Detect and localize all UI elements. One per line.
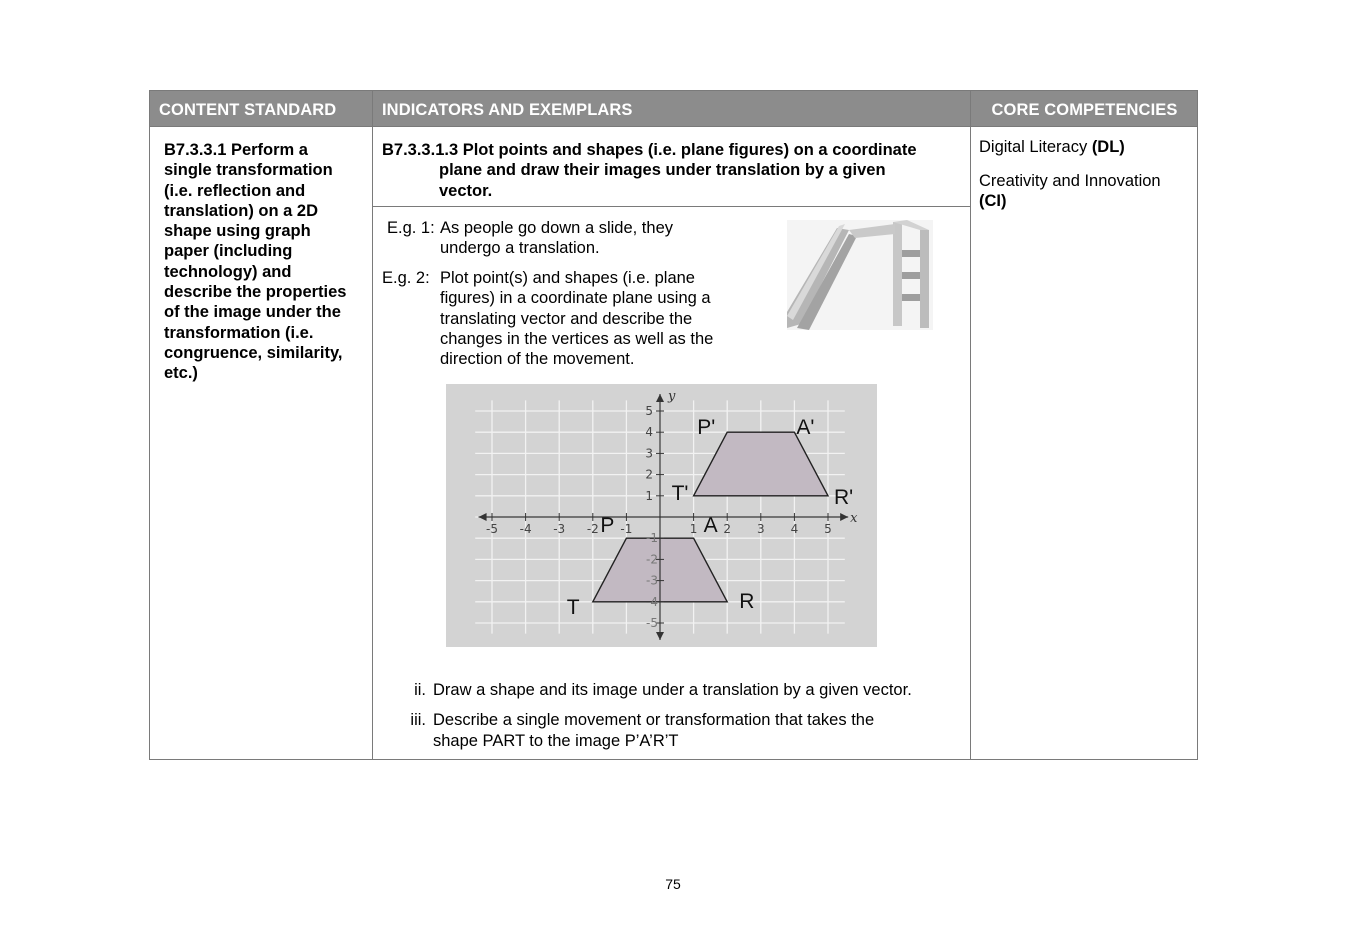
list-item	[373, 680, 963, 700]
competency-name: Creativity and Innovation	[979, 172, 1161, 190]
y-tick-label: 3	[645, 446, 653, 461]
item-number: iii.	[410, 711, 426, 730]
content-standard-line: technology) and	[164, 262, 292, 281]
slide-photo	[787, 220, 933, 330]
content-standard-cell	[150, 127, 373, 760]
content-standard-line: shape using graph	[164, 222, 311, 241]
exemplar-2	[382, 268, 742, 369]
exemplar-line: changes in the vertices as well as the	[440, 329, 714, 348]
x-tick-label: 2	[723, 522, 732, 536]
header-competencies: CORE COMPETENCIES	[971, 91, 1198, 127]
item-line: shape PART to the image P’A’R’T	[433, 731, 679, 750]
competency-name: Digital Literacy	[979, 138, 1088, 156]
indicator-statement	[373, 127, 970, 207]
vertex-label: R	[739, 589, 755, 613]
item-line: Draw a shape and its image under a translation by a given vector.	[433, 681, 912, 699]
y-tick-label: -2	[646, 552, 658, 567]
y-tick-label: -4	[646, 594, 658, 609]
header-content-standard: CONTENT STANDARD	[150, 91, 373, 127]
vertex-label: P'	[697, 416, 716, 440]
y-tick-label: 1	[645, 488, 653, 503]
header-indicators: INDICATORS AND EXEMPLARS	[373, 91, 971, 127]
exemplar-line: undergo a translation.	[440, 239, 600, 258]
exemplar-line: figures) in a coordinate plane using a	[440, 289, 711, 308]
content-standard-line: etc.)	[164, 364, 198, 383]
x-tick-label: -3	[553, 522, 566, 536]
table-header-row	[150, 91, 1198, 127]
vertex-label: T'	[671, 481, 689, 505]
exemplar-line: translating vector and describe the	[440, 309, 693, 328]
exemplar-label: E.g. 2:	[382, 269, 430, 287]
content-standard-line: paper (including	[164, 242, 293, 261]
exemplar-label: E.g. 1:	[387, 219, 435, 237]
content-standard-line: of the image under the	[164, 303, 341, 322]
y-tick-label: 4	[645, 425, 653, 440]
indicator-line: B7.3.3.1.3 Plot points and shapes (i.e. plane figures) on a coordinate	[382, 141, 917, 159]
indicators-cell	[373, 127, 971, 760]
competency-creativity	[979, 171, 1189, 211]
vertex-label: R'	[834, 485, 854, 509]
content-standard-line: (i.e. reflection and	[164, 181, 306, 200]
content-standard-line: describe the properties	[164, 283, 347, 302]
x-tick-label: 5	[824, 522, 832, 536]
page-number: 75	[665, 876, 681, 892]
indicator-line: vector.	[439, 181, 493, 200]
competency-code: (DL)	[1091, 138, 1125, 156]
competency-code: (CI)	[979, 192, 1007, 210]
exemplar-line: Plot point(s) and shapes (i.e. plane	[440, 269, 695, 287]
x-axis-label: x	[850, 511, 858, 526]
exemplar-line: direction of the movement.	[440, 350, 635, 369]
item-number: ii.	[414, 681, 426, 699]
x-tick-label: 1	[689, 522, 698, 536]
indicator-line: plane and draw their images under translation by a given	[439, 161, 886, 180]
coordinate-graph	[446, 384, 877, 647]
content-standard-line: translation) on a 2D	[164, 201, 319, 220]
competencies-cell	[971, 127, 1198, 760]
x-tick-label: -1	[620, 522, 633, 536]
content-standard-line: B7.3.3.1 Perform a	[164, 141, 308, 159]
y-tick-label: -3	[646, 573, 658, 588]
exemplar-1	[387, 218, 727, 259]
x-tick-label: -4	[519, 522, 532, 536]
x-tick-label: 3	[756, 522, 765, 536]
y-tick-label: -1	[646, 531, 658, 546]
vertex-label: T	[566, 595, 580, 619]
competency-digital-literacy	[979, 137, 1189, 157]
y-tick-label: 2	[645, 467, 653, 482]
y-tick-label: 5	[645, 404, 653, 418]
vertex-label: P	[600, 514, 615, 538]
table-row	[150, 127, 1198, 760]
list-item	[373, 710, 963, 751]
vertex-label: A	[703, 514, 718, 538]
x-tick-label: 4	[790, 522, 799, 536]
vertex-label: A'	[796, 416, 815, 440]
content-standard-line: transformation (i.e.	[164, 323, 314, 342]
exemplars-section	[373, 207, 970, 759]
item-line: Describe a single movement or transformation that takes the	[433, 711, 875, 730]
y-axis-label: y	[668, 389, 676, 405]
x-tick-label: -5	[486, 522, 498, 536]
curriculum-table	[149, 90, 1198, 760]
y-tick-label: -5	[646, 616, 658, 630]
content-standard-line: congruence, similarity,	[164, 343, 343, 362]
exemplar-line: As people go down a slide, they	[440, 219, 673, 237]
exemplar-items	[373, 680, 963, 761]
x-tick-label: -2	[586, 522, 599, 536]
content-standard-line: single transformation	[164, 161, 333, 180]
